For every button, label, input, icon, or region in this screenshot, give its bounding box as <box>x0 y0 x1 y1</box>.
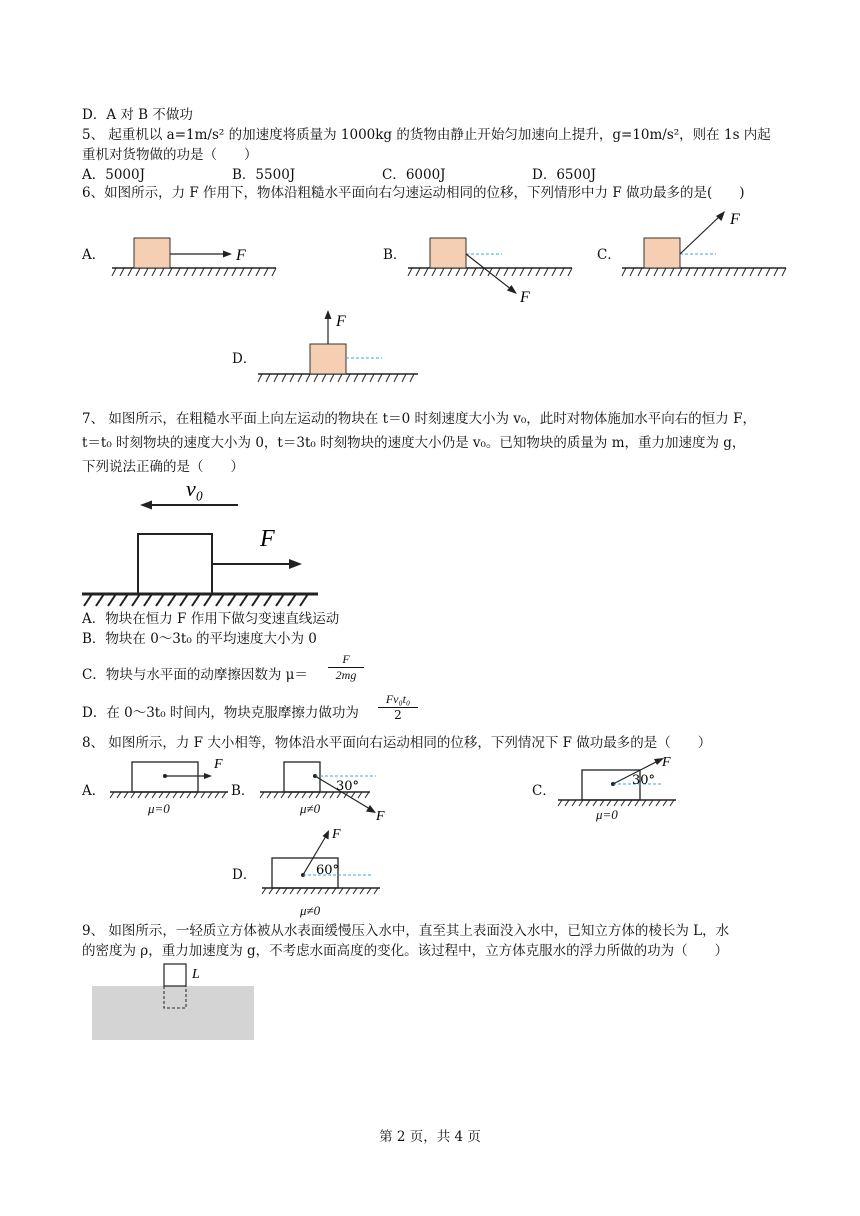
q7-option-c: C．物块与水平面的动摩擦因数为 μ＝ <box>82 667 308 683</box>
q6-diagram-d <box>258 306 428 390</box>
q7-option-c-fraction <box>328 652 364 683</box>
fraction-numerator: F <box>342 652 350 666</box>
q5-stem-line1: 5、 起重机以 a=1m/s² 的加速度将质量为 1000kg 的货物由静止开始匀加速向上提升，g=10m/s²，则在 1s 内起 <box>82 127 771 143</box>
q9-diagram <box>92 960 256 1042</box>
q5-option-b: B．5500J <box>232 167 296 183</box>
q6-letter-a: A． <box>82 247 106 263</box>
q5-option-c: C．6000J <box>382 167 446 183</box>
q6-diagram-b <box>408 230 578 310</box>
fraction-denominator: 2mg <box>328 667 364 683</box>
svg-text:F: F <box>332 827 341 842</box>
q8-mu-c: μ=0 <box>596 807 618 822</box>
q8-mu-b: μ≠0 <box>300 801 321 816</box>
q7-stem-line3: 下列说法正确的是（ ） <box>82 459 244 475</box>
q8-stem: 8、 如图所示，力 F 大小相等，物体沿水平面向右运动相同的位移，下列情况下 F 做功最多的是（ ） <box>82 735 712 751</box>
q6-letter-b: B． <box>383 247 407 263</box>
q6-diagram-c <box>622 206 792 282</box>
q8-diagram-c <box>558 756 688 808</box>
q8-letter-a: A． <box>82 783 106 799</box>
q6-diagram-a <box>112 230 282 282</box>
svg-text:F: F <box>730 211 740 228</box>
q6-stem: 6、如图所示，力 F 作用下，物体沿粗糙水平面向右匀速运动相同的位移，下列情形中力 F 做功最多的是( ) <box>82 185 745 201</box>
q4-option-d: D．A 对 B 不做功 <box>82 107 193 123</box>
q5-stem-line2: 重机对货物做的功是（ ） <box>82 147 258 163</box>
angle-label-c: 30° <box>632 773 656 788</box>
q8-letter-b: B． <box>231 783 255 799</box>
q6-letter-c: C． <box>597 247 621 263</box>
q7-option-a: A．物块在恒力 F 作用下做匀变速直线运动 <box>82 611 340 627</box>
q7-option-d-fraction <box>378 692 418 723</box>
svg-text:F: F <box>214 757 223 772</box>
q5-option-d: D．6500J <box>532 167 597 183</box>
q8-diagram-d <box>262 824 392 894</box>
svg-text:F: F <box>376 809 385 824</box>
fraction-numerator: Fv₀t₀ <box>385 692 411 706</box>
q6-letter-d: D． <box>232 351 257 367</box>
q8-letter-d: D． <box>232 867 257 883</box>
q7-option-d: D．在 0～3t₀ 时间内，物块克服摩擦力做功为 <box>82 705 359 721</box>
q8-mu-a: μ=0 <box>148 801 170 816</box>
q5-option-a: A．5000J <box>82 167 146 183</box>
q8-diagram-a <box>110 756 240 800</box>
page-footer: 第 2 页，共 4 页 <box>379 1129 481 1145</box>
q7-diagram <box>82 476 322 610</box>
angle-label-d: 60° <box>316 863 340 878</box>
velocity-label: v₀ <box>186 476 204 501</box>
fraction-denominator: 2 <box>378 707 418 723</box>
q9-stem-line1: 9、 如图所示，一轻质立方体被从水表面缓慢压入水中，直至其上表面没入水中，已知立方体的棱长为 L，水 <box>82 923 730 939</box>
q7-stem-line1: 7、 如图所示，在粗糙水平面上向左运动的物块在 t＝0 时刻速度大小为 v₀，此时对物体施加水平向右的恒力 F， <box>82 411 756 427</box>
q8-mu-d: μ≠0 <box>300 903 321 918</box>
q8-diagram-b <box>260 756 390 824</box>
q7-stem-line2: t＝t₀ 时刻物块的速度大小为 0，t＝3t₀ 时刻物块的速度大小仍是 v₀。已知物块的质量为 m，重力加速度为 g， <box>82 435 746 451</box>
svg-text:F: F <box>662 755 671 770</box>
q9-stem-line2: 的密度为 ρ，重力加速度为 g，不考虑水面高度的变化。该过程中，立方体克服水的浮力所做的功为（ ） <box>82 943 729 959</box>
svg-text:F: F <box>336 313 346 330</box>
svg-text:F: F <box>236 247 246 264</box>
q7-option-b: B．物块在 0～3t₀ 的平均速度大小为 0 <box>82 631 317 647</box>
q8-letter-c: C． <box>532 783 556 799</box>
angle-label-b: 30° <box>336 779 360 794</box>
edge-label: L <box>192 967 200 982</box>
svg-text:F: F <box>520 289 530 306</box>
force-label: F <box>260 526 275 552</box>
